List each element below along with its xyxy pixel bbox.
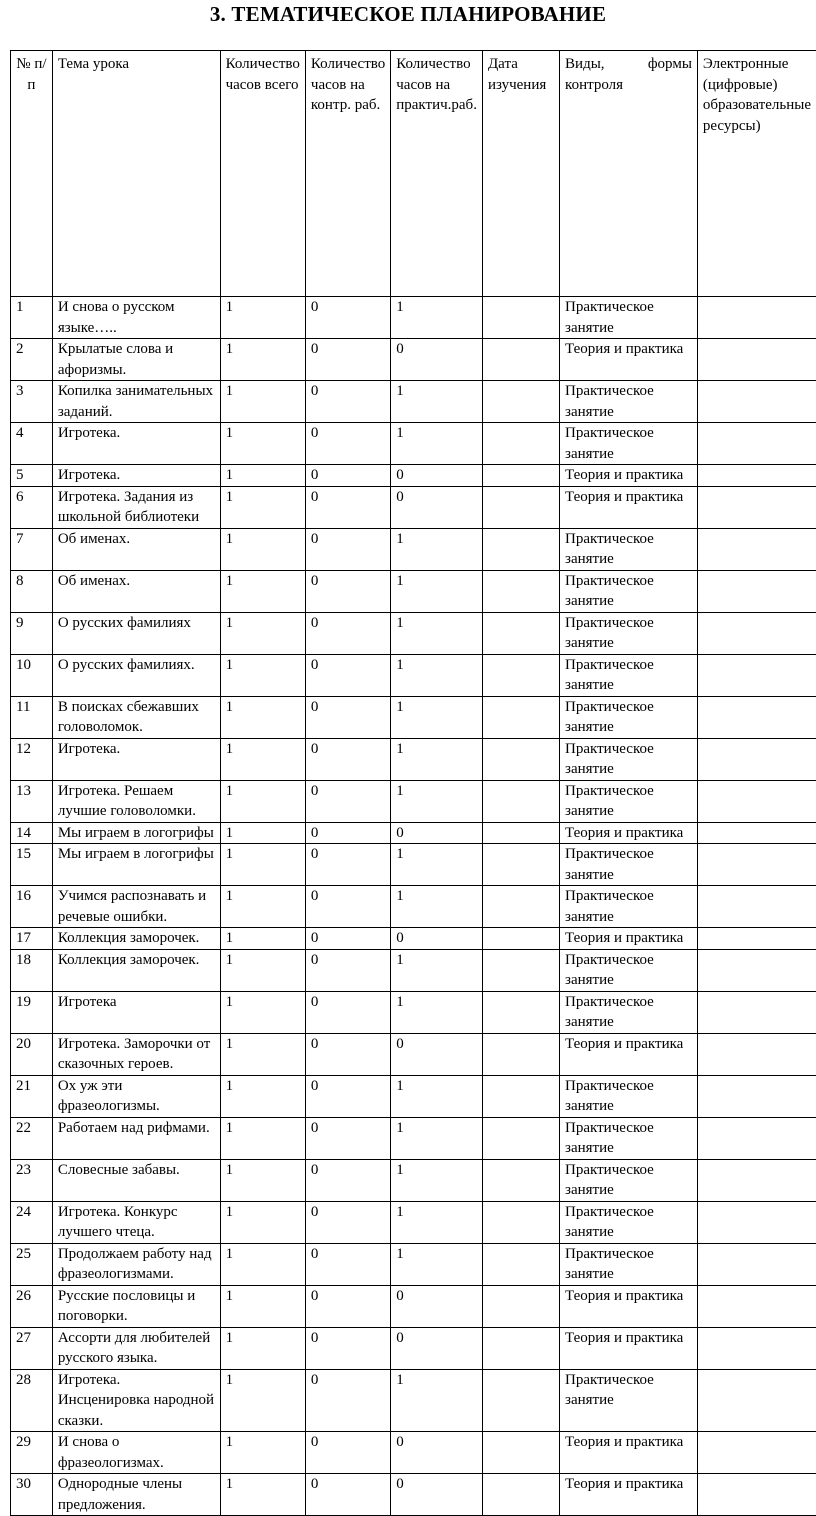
cell-hours-practice: 0 bbox=[391, 339, 483, 381]
cell-hours-control: 0 bbox=[305, 1432, 390, 1474]
header-control-forms bbox=[560, 51, 698, 297]
cell-resources bbox=[697, 381, 816, 423]
cell-date bbox=[482, 696, 559, 738]
cell-hours-control: 0 bbox=[305, 928, 390, 950]
cell-hours-total: 1 bbox=[220, 612, 305, 654]
cell-topic: Ассорти для любителей русского языка. bbox=[52, 1327, 220, 1369]
cell-hours-total: 1 bbox=[220, 570, 305, 612]
cell-hours-practice: 0 bbox=[391, 1285, 483, 1327]
cell-hours-total: 1 bbox=[220, 696, 305, 738]
cell-date bbox=[482, 654, 559, 696]
cell-hours-total: 1 bbox=[220, 339, 305, 381]
cell-topic: Однородные члены предложения. bbox=[52, 1474, 220, 1516]
cell-hours-total: 1 bbox=[220, 528, 305, 570]
cell-hours-practice: 1 bbox=[391, 949, 483, 991]
cell-hours-control: 0 bbox=[305, 1327, 390, 1369]
cell-topic: Коллекция заморочек. bbox=[52, 949, 220, 991]
cell-hours-total: 1 bbox=[220, 381, 305, 423]
cell-hours-control: 0 bbox=[305, 612, 390, 654]
cell-num: 30 bbox=[11, 1474, 53, 1516]
cell-topic: Коллекция заморочек. bbox=[52, 928, 220, 950]
cell-topic: Мы играем в логогрифы bbox=[52, 822, 220, 844]
cell-num: 15 bbox=[11, 844, 53, 886]
header-row bbox=[11, 51, 816, 297]
cell-hours-control: 0 bbox=[305, 1159, 390, 1201]
table-row bbox=[11, 1033, 816, 1075]
cell-hours-control: 0 bbox=[305, 528, 390, 570]
cell-hours-control: 0 bbox=[305, 949, 390, 991]
cell-resources bbox=[697, 465, 816, 487]
cell-hours-total: 1 bbox=[220, 1243, 305, 1285]
cell-hours-control: 0 bbox=[305, 844, 390, 886]
header-topic: Тема урока bbox=[52, 51, 220, 297]
table-body bbox=[11, 297, 816, 1516]
cell-hours-practice: 1 bbox=[391, 1369, 483, 1432]
cell-control-form: Теория и практика bbox=[560, 1474, 698, 1516]
cell-resources bbox=[697, 1033, 816, 1075]
cell-hours-practice: 0 bbox=[391, 1474, 483, 1516]
cell-hours-control: 0 bbox=[305, 1117, 390, 1159]
cell-control-form: Практическое занятие bbox=[560, 844, 698, 886]
cell-topic: И снова о фразеологизмах. bbox=[52, 1432, 220, 1474]
table-row bbox=[11, 1201, 816, 1243]
table-row bbox=[11, 928, 816, 950]
table-row bbox=[11, 654, 816, 696]
cell-num: 19 bbox=[11, 991, 53, 1033]
cell-hours-practice: 1 bbox=[391, 844, 483, 886]
cell-control-form: Теория и практика bbox=[560, 1432, 698, 1474]
cell-hours-practice: 0 bbox=[391, 928, 483, 950]
cell-topic: Игротека. Конкурс лучшего чтеца. bbox=[52, 1201, 220, 1243]
cell-hours-practice: 1 bbox=[391, 612, 483, 654]
cell-resources bbox=[697, 1369, 816, 1432]
cell-date bbox=[482, 465, 559, 487]
cell-date bbox=[482, 949, 559, 991]
cell-date bbox=[482, 1285, 559, 1327]
cell-hours-total: 1 bbox=[220, 1285, 305, 1327]
cell-date bbox=[482, 1369, 559, 1432]
cell-hours-practice: 1 bbox=[391, 696, 483, 738]
cell-hours-practice: 1 bbox=[391, 423, 483, 465]
cell-hours-control: 0 bbox=[305, 780, 390, 822]
cell-num: 22 bbox=[11, 1117, 53, 1159]
cell-topic: Работаем над рифмами. bbox=[52, 1117, 220, 1159]
cell-num: 1 bbox=[11, 297, 53, 339]
table-row bbox=[11, 1369, 816, 1432]
cell-hours-practice: 0 bbox=[391, 822, 483, 844]
cell-topic: Об именах. bbox=[52, 528, 220, 570]
cell-num: 25 bbox=[11, 1243, 53, 1285]
table-row bbox=[11, 570, 816, 612]
cell-hours-practice: 0 bbox=[391, 1327, 483, 1369]
cell-date bbox=[482, 570, 559, 612]
cell-date bbox=[482, 991, 559, 1033]
cell-num: 11 bbox=[11, 696, 53, 738]
cell-control-form: Практическое занятие bbox=[560, 780, 698, 822]
table-row bbox=[11, 991, 816, 1033]
cell-resources bbox=[697, 1117, 816, 1159]
cell-num: 7 bbox=[11, 528, 53, 570]
cell-resources bbox=[697, 949, 816, 991]
cell-resources bbox=[697, 528, 816, 570]
cell-hours-control: 0 bbox=[305, 886, 390, 928]
cell-num: 9 bbox=[11, 612, 53, 654]
cell-date bbox=[482, 780, 559, 822]
table-row bbox=[11, 696, 816, 738]
cell-resources bbox=[697, 696, 816, 738]
cell-control-form: Практическое занятие bbox=[560, 1243, 698, 1285]
table-row bbox=[11, 844, 816, 886]
cell-date bbox=[482, 1075, 559, 1117]
cell-date bbox=[482, 1243, 559, 1285]
cell-hours-practice: 1 bbox=[391, 1117, 483, 1159]
cell-topic: Крылатые слова и афоризмы. bbox=[52, 339, 220, 381]
cell-date bbox=[482, 1474, 559, 1516]
cell-control-form: Практическое занятие bbox=[560, 654, 698, 696]
cell-topic: Учимся распознавать и речевые ошибки. bbox=[52, 886, 220, 928]
cell-topic: Продолжаем работу над фразеологизмами. bbox=[52, 1243, 220, 1285]
cell-hours-control: 0 bbox=[305, 1075, 390, 1117]
cell-topic: Игротека bbox=[52, 991, 220, 1033]
cell-control-form: Практическое занятие bbox=[560, 1369, 698, 1432]
cell-hours-total: 1 bbox=[220, 1117, 305, 1159]
cell-hours-control: 0 bbox=[305, 486, 390, 528]
cell-num: 10 bbox=[11, 654, 53, 696]
cell-date bbox=[482, 612, 559, 654]
cell-hours-total: 1 bbox=[220, 423, 305, 465]
header-date: Дата изучения bbox=[482, 51, 559, 297]
cell-topic: О русских фамилиях. bbox=[52, 654, 220, 696]
cell-control-form: Практическое занятие bbox=[560, 423, 698, 465]
cell-topic: Игротека. Задания из школьной библиотеки bbox=[52, 486, 220, 528]
cell-topic: И снова о русском языке….. bbox=[52, 297, 220, 339]
cell-control-form: Практическое занятие bbox=[560, 1159, 698, 1201]
cell-topic: Игротека. Инсценировка народной сказки. bbox=[52, 1369, 220, 1432]
cell-topic: В поисках сбежавших головоломок. bbox=[52, 696, 220, 738]
cell-resources bbox=[697, 844, 816, 886]
cell-resources bbox=[697, 1075, 816, 1117]
cell-hours-practice: 0 bbox=[391, 1432, 483, 1474]
cell-hours-total: 1 bbox=[220, 1369, 305, 1432]
cell-hours-practice: 1 bbox=[391, 297, 483, 339]
cell-hours-total: 1 bbox=[220, 1159, 305, 1201]
cell-hours-control: 0 bbox=[305, 696, 390, 738]
cell-hours-control: 0 bbox=[305, 1369, 390, 1432]
cell-num: 3 bbox=[11, 381, 53, 423]
cell-date bbox=[482, 486, 559, 528]
cell-topic: Словесные забавы. bbox=[52, 1159, 220, 1201]
cell-resources bbox=[697, 991, 816, 1033]
cell-hours-total: 1 bbox=[220, 1075, 305, 1117]
cell-hours-total: 1 bbox=[220, 949, 305, 991]
header-control-left: Виды, bbox=[565, 54, 605, 75]
cell-hours-total: 1 bbox=[220, 1201, 305, 1243]
cell-topic: О русских фамилиях bbox=[52, 612, 220, 654]
table-row bbox=[11, 339, 816, 381]
cell-control-form: Практическое занятие bbox=[560, 1075, 698, 1117]
cell-control-form: Практическое занятие bbox=[560, 949, 698, 991]
cell-topic: Мы играем в логогрифы bbox=[52, 844, 220, 886]
cell-date bbox=[482, 822, 559, 844]
cell-hours-total: 1 bbox=[220, 1327, 305, 1369]
cell-resources bbox=[697, 886, 816, 928]
table-row bbox=[11, 297, 816, 339]
cell-hours-total: 1 bbox=[220, 486, 305, 528]
cell-hours-practice: 0 bbox=[391, 1033, 483, 1075]
cell-hours-total: 1 bbox=[220, 297, 305, 339]
table-row bbox=[11, 381, 816, 423]
cell-num: 14 bbox=[11, 822, 53, 844]
cell-resources bbox=[697, 423, 816, 465]
cell-resources bbox=[697, 1201, 816, 1243]
header-num: № п/п bbox=[11, 51, 53, 297]
thematic-plan-table bbox=[10, 50, 816, 1516]
cell-hours-control: 0 bbox=[305, 570, 390, 612]
cell-hours-control: 0 bbox=[305, 738, 390, 780]
cell-topic: Игротека. bbox=[52, 738, 220, 780]
cell-resources bbox=[697, 928, 816, 950]
cell-topic: Ох уж эти фразеологизмы. bbox=[52, 1075, 220, 1117]
table-row bbox=[11, 822, 816, 844]
cell-resources bbox=[697, 738, 816, 780]
table-row bbox=[11, 1432, 816, 1474]
cell-date bbox=[482, 738, 559, 780]
cell-hours-total: 1 bbox=[220, 738, 305, 780]
cell-hours-control: 0 bbox=[305, 381, 390, 423]
cell-num: 17 bbox=[11, 928, 53, 950]
table-row bbox=[11, 423, 816, 465]
cell-date bbox=[482, 423, 559, 465]
table-row bbox=[11, 1327, 816, 1369]
cell-control-form: Практическое занятие bbox=[560, 570, 698, 612]
cell-control-form: Практическое занятие bbox=[560, 612, 698, 654]
cell-hours-control: 0 bbox=[305, 1285, 390, 1327]
cell-hours-practice: 1 bbox=[391, 570, 483, 612]
table-row bbox=[11, 1075, 816, 1117]
cell-date bbox=[482, 528, 559, 570]
cell-hours-control: 0 bbox=[305, 822, 390, 844]
cell-hours-total: 1 bbox=[220, 991, 305, 1033]
cell-hours-total: 1 bbox=[220, 822, 305, 844]
page-title: 3. ТЕМАТИЧЕСКОЕ ПЛАНИРОВАНИЕ bbox=[0, 2, 816, 27]
cell-hours-total: 1 bbox=[220, 1033, 305, 1075]
cell-hours-practice: 1 bbox=[391, 886, 483, 928]
cell-control-form: Практическое занятие bbox=[560, 696, 698, 738]
table-row bbox=[11, 886, 816, 928]
cell-date bbox=[482, 1432, 559, 1474]
cell-resources bbox=[697, 822, 816, 844]
cell-hours-control: 0 bbox=[305, 991, 390, 1033]
cell-control-form: Практическое занятие bbox=[560, 381, 698, 423]
cell-hours-practice: 1 bbox=[391, 991, 483, 1033]
cell-control-form: Практическое занятие bbox=[560, 738, 698, 780]
table-row bbox=[11, 738, 816, 780]
cell-control-form: Практическое занятие bbox=[560, 1201, 698, 1243]
cell-num: 13 bbox=[11, 780, 53, 822]
cell-control-form: Теория и практика bbox=[560, 465, 698, 487]
cell-resources bbox=[697, 612, 816, 654]
cell-hours-total: 1 bbox=[220, 654, 305, 696]
cell-hours-practice: 0 bbox=[391, 486, 483, 528]
header-hours-practice: Количество часов на практич.раб. bbox=[391, 51, 483, 297]
cell-topic: Игротека. Заморочки от сказочных героев. bbox=[52, 1033, 220, 1075]
cell-resources bbox=[697, 1159, 816, 1201]
cell-resources bbox=[697, 780, 816, 822]
cell-date bbox=[482, 339, 559, 381]
table-row bbox=[11, 780, 816, 822]
cell-num: 8 bbox=[11, 570, 53, 612]
cell-control-form: Теория и практика bbox=[560, 339, 698, 381]
cell-date bbox=[482, 844, 559, 886]
cell-num: 28 bbox=[11, 1369, 53, 1432]
cell-hours-total: 1 bbox=[220, 886, 305, 928]
cell-hours-total: 1 bbox=[220, 1474, 305, 1516]
cell-date bbox=[482, 1201, 559, 1243]
cell-hours-control: 0 bbox=[305, 1243, 390, 1285]
cell-topic: Копилка занимательных заданий. bbox=[52, 381, 220, 423]
cell-resources bbox=[697, 1243, 816, 1285]
table-row bbox=[11, 1117, 816, 1159]
cell-num: 18 bbox=[11, 949, 53, 991]
table-row bbox=[11, 486, 816, 528]
header-control-right: формы bbox=[648, 54, 692, 75]
cell-num: 26 bbox=[11, 1285, 53, 1327]
header-hours-control: Количество часов на контр. раб. bbox=[305, 51, 390, 297]
cell-resources bbox=[697, 1432, 816, 1474]
cell-topic: Об именах. bbox=[52, 570, 220, 612]
cell-hours-practice: 1 bbox=[391, 738, 483, 780]
cell-hours-practice: 1 bbox=[391, 528, 483, 570]
cell-hours-practice: 1 bbox=[391, 381, 483, 423]
cell-control-form: Теория и практика bbox=[560, 1033, 698, 1075]
cell-hours-total: 1 bbox=[220, 465, 305, 487]
cell-date bbox=[482, 1033, 559, 1075]
cell-control-form: Теория и практика bbox=[560, 822, 698, 844]
cell-hours-practice: 1 bbox=[391, 1243, 483, 1285]
cell-hours-practice: 1 bbox=[391, 1159, 483, 1201]
table-row bbox=[11, 465, 816, 487]
cell-hours-control: 0 bbox=[305, 297, 390, 339]
cell-date bbox=[482, 886, 559, 928]
cell-num: 21 bbox=[11, 1075, 53, 1117]
table-row bbox=[11, 1285, 816, 1327]
cell-resources bbox=[697, 486, 816, 528]
cell-date bbox=[482, 1327, 559, 1369]
cell-hours-control: 0 bbox=[305, 423, 390, 465]
cell-resources bbox=[697, 570, 816, 612]
cell-hours-control: 0 bbox=[305, 1474, 390, 1516]
cell-hours-control: 0 bbox=[305, 339, 390, 381]
cell-control-form: Практическое занятие bbox=[560, 528, 698, 570]
cell-date bbox=[482, 1117, 559, 1159]
cell-resources bbox=[697, 1285, 816, 1327]
cell-hours-practice: 0 bbox=[391, 465, 483, 487]
table-row bbox=[11, 1159, 816, 1201]
cell-num: 5 bbox=[11, 465, 53, 487]
cell-hours-total: 1 bbox=[220, 928, 305, 950]
cell-hours-total: 1 bbox=[220, 1432, 305, 1474]
cell-control-form: Теория и практика bbox=[560, 1285, 698, 1327]
cell-control-form: Практическое занятие bbox=[560, 1117, 698, 1159]
table-row bbox=[11, 1243, 816, 1285]
cell-hours-practice: 1 bbox=[391, 1201, 483, 1243]
cell-resources bbox=[697, 339, 816, 381]
table-row bbox=[11, 612, 816, 654]
cell-resources bbox=[697, 1474, 816, 1516]
cell-num: 20 bbox=[11, 1033, 53, 1075]
cell-hours-control: 0 bbox=[305, 1201, 390, 1243]
cell-resources bbox=[697, 1327, 816, 1369]
cell-hours-total: 1 bbox=[220, 780, 305, 822]
cell-resources bbox=[697, 654, 816, 696]
cell-control-form: Практическое занятие bbox=[560, 297, 698, 339]
cell-control-form: Теория и практика bbox=[560, 486, 698, 528]
cell-num: 12 bbox=[11, 738, 53, 780]
cell-date bbox=[482, 1159, 559, 1201]
table-row bbox=[11, 528, 816, 570]
cell-num: 27 bbox=[11, 1327, 53, 1369]
cell-hours-total: 1 bbox=[220, 844, 305, 886]
cell-topic: Игротека. bbox=[52, 465, 220, 487]
cell-num: 2 bbox=[11, 339, 53, 381]
cell-hours-control: 0 bbox=[305, 1033, 390, 1075]
cell-date bbox=[482, 928, 559, 950]
cell-num: 29 bbox=[11, 1432, 53, 1474]
cell-topic: Игротека. bbox=[52, 423, 220, 465]
cell-resources bbox=[697, 297, 816, 339]
cell-hours-control: 0 bbox=[305, 654, 390, 696]
table-row bbox=[11, 949, 816, 991]
cell-hours-practice: 1 bbox=[391, 1075, 483, 1117]
cell-num: 4 bbox=[11, 423, 53, 465]
table-row bbox=[11, 1474, 816, 1516]
cell-control-form: Теория и практика bbox=[560, 928, 698, 950]
header-control-line2: контроля bbox=[565, 75, 692, 96]
cell-topic: Игротека. Решаем лучшие головоломки. bbox=[52, 780, 220, 822]
cell-control-form: Практическое занятие bbox=[560, 991, 698, 1033]
header-hours-total: Количество часов всего bbox=[220, 51, 305, 297]
cell-num: 23 bbox=[11, 1159, 53, 1201]
cell-control-form: Практическое занятие bbox=[560, 886, 698, 928]
cell-control-form: Теория и практика bbox=[560, 1327, 698, 1369]
cell-num: 24 bbox=[11, 1201, 53, 1243]
cell-hours-practice: 1 bbox=[391, 654, 483, 696]
cell-hours-control: 0 bbox=[305, 465, 390, 487]
cell-hours-practice: 1 bbox=[391, 780, 483, 822]
cell-num: 6 bbox=[11, 486, 53, 528]
cell-topic: Русские пословицы и поговорки. bbox=[52, 1285, 220, 1327]
cell-num: 16 bbox=[11, 886, 53, 928]
header-resources: Электронные (цифровые) образовательные ресурсы) bbox=[697, 51, 816, 297]
cell-date bbox=[482, 297, 559, 339]
cell-date bbox=[482, 381, 559, 423]
